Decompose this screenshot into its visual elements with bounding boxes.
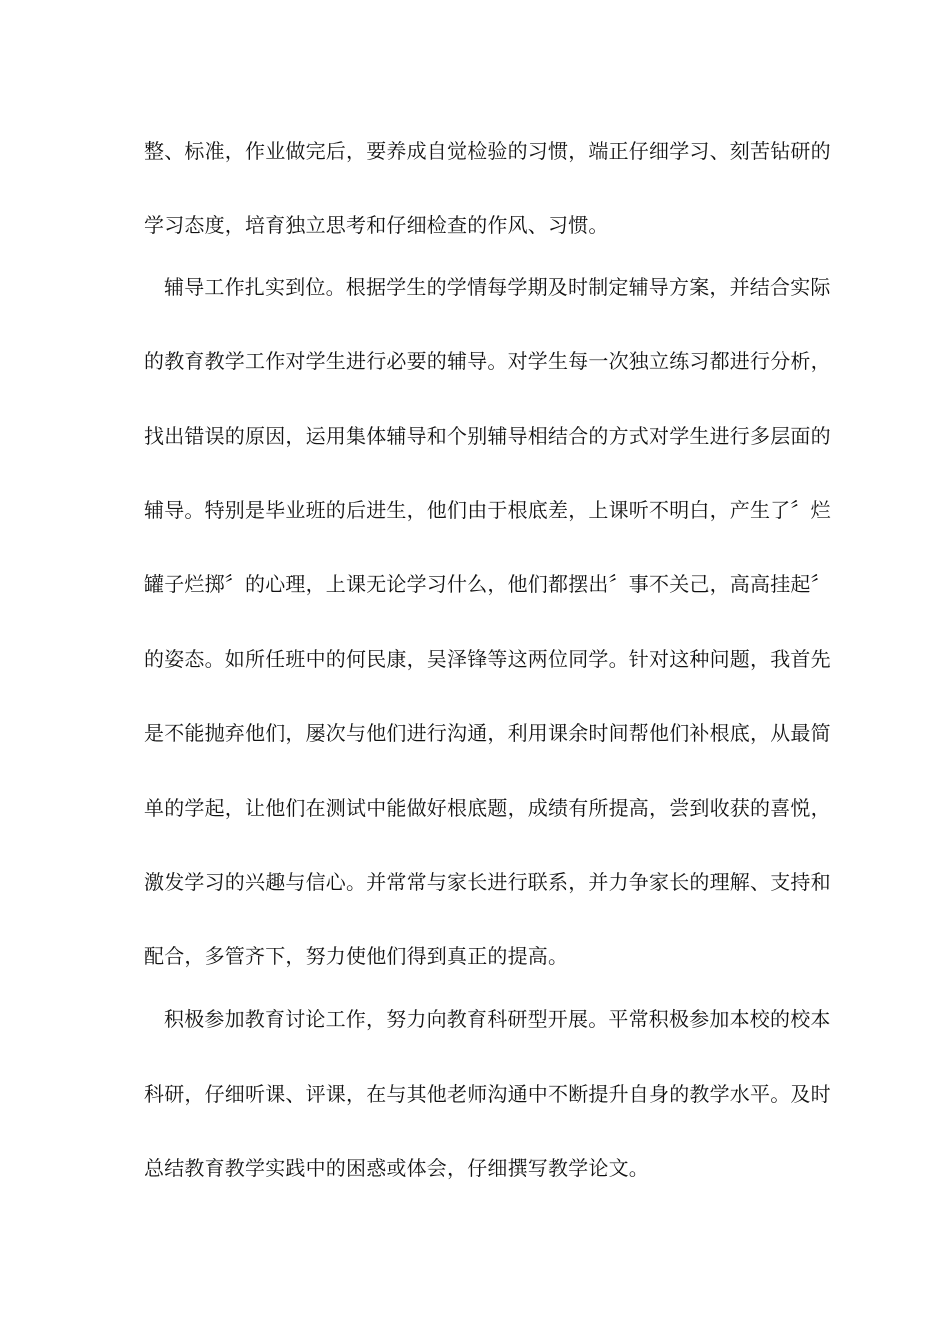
text-line: 是不能抛弃他们，屡次与他们进行沟通，利用课余时间帮他们补根底，从最简 <box>144 721 831 745</box>
paragraph-start-line: 积极参加教育讨论工作，努力向教育科研型开展。平常积极参加本校的校本 <box>164 1007 831 1031</box>
text-line: 的教育教学工作对学生进行必要的辅导。对学生每一次独立练习都进行分析， <box>144 349 831 373</box>
text-line: 激发学习的兴趣与信心。并常常与家长进行联系，并力争家长的理解、支持和 <box>144 870 831 894</box>
text-line: 学习态度，培育独立思考和仔细检查的作风、习惯。 <box>144 213 609 237</box>
paragraph-start-line: 辅导工作扎实到位。根据学生的学情每学期及时制定辅导方案，并结合实际 <box>164 275 831 299</box>
text-line: 罐子烂掷〞的心理，上课无论学习什么，他们都摆出〞事不关己，高高挂起〞 <box>144 572 831 596</box>
text-line: 单的学起，让他们在测试中能做好根底题，成绩有所提高，尝到收获的喜悦， <box>144 796 831 820</box>
text-line: 整、标准，作业做完后，要养成自觉检验的习惯，端正仔细学习、刻苦钻研的 <box>144 139 831 163</box>
text-line: 的姿态。如所任班中的何民康，吴泽锋等这两位同学。针对这种问题，我首先 <box>144 647 831 671</box>
text-line: 找出错误的原因，运用集体辅导和个别辅导相结合的方式对学生进行多层面的 <box>144 424 831 448</box>
text-line: 配合，多管齐下，努力使他们得到真正的提高。 <box>144 944 569 968</box>
text-line: 辅导。特别是毕业班的后进生，他们由于根底差，上课听不明白，产生了〞烂 <box>144 498 831 522</box>
text-line: 总结教育教学实践中的困惑或体会，仔细撰写教学论文。 <box>144 1156 649 1180</box>
text-line: 科研，仔细听课、评课，在与其他老师沟通中不断提升自身的教学水平。及时 <box>144 1082 831 1106</box>
